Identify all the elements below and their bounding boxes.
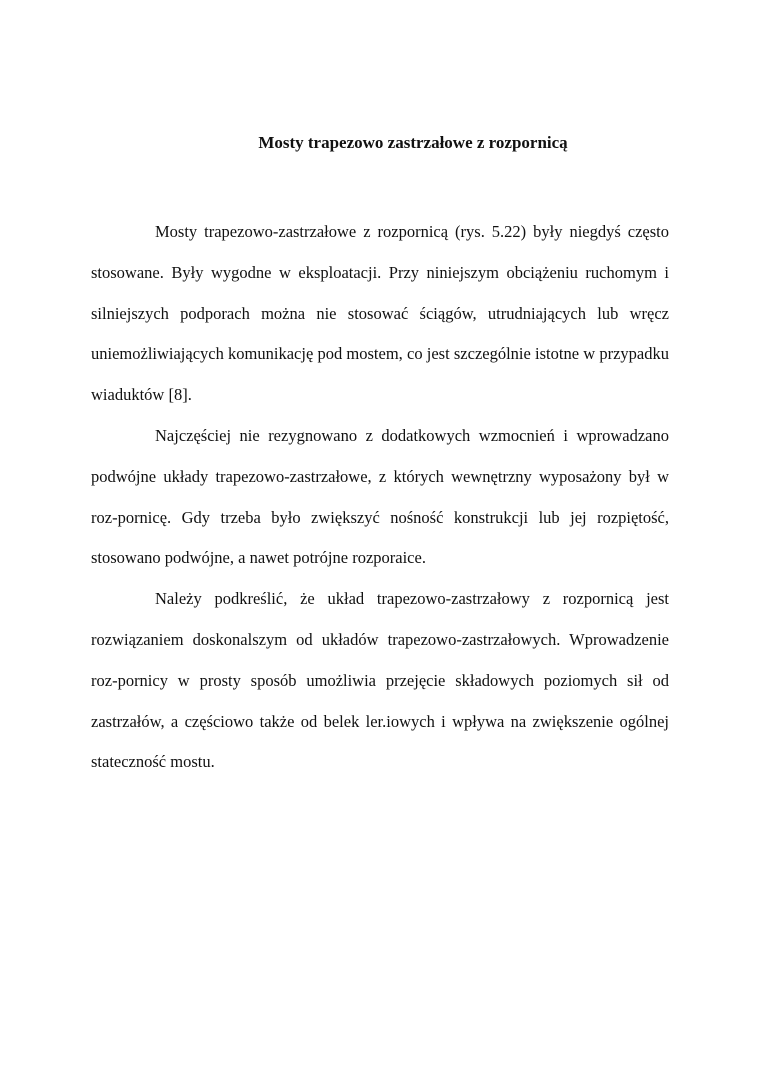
paragraph-2: Najczęściej nie rezygnowano z dodatkowych wzmocnień i wprowadzano podwójne układy trapezowo-zastrzałowe, z których wewnętrzny wyposażony był w roz-pornicę. Gdy trzeba było zwiększyć nośność konstrukcji lub jej rozpiętość, stosowano podwójne, a nawet potrójne rozporaice. xyxy=(91,425,669,568)
document-body xyxy=(91,212,669,783)
paragraph-3: Należy podkreślić, że układ trapezowo-zastrzałowy z rozpornicą jest rozwiązaniem doskonalszym od układów trapezowo-zastrzałowych. Wprowadzenie roz-pornicy w prosty sposób umożliwia przejęcie składowych poziomych sił od zastrzałów, a częściowo także od belek ler.iowych i wpływa na zwiększenie ogólnej stateczność mostu. xyxy=(91,589,669,772)
document-title: Mosty trapezowo zastrzałowe z rozpornicą xyxy=(258,133,568,152)
paragraph-1: Mosty trapezowo-zastrzałowe z rozpornicą (rys. 5.22) były niegdyś często stosowane. Były wygodne w eksploatacji. Przy niniejszym obciążeniu ruchomym i silniejszych podporach można nie stosować ściągów, utrudniających lub wręcz uniemożliwiających komunikację pod mostem, co jest szczególnie istotne w przypadku wiaduktów [8]. xyxy=(91,222,669,405)
